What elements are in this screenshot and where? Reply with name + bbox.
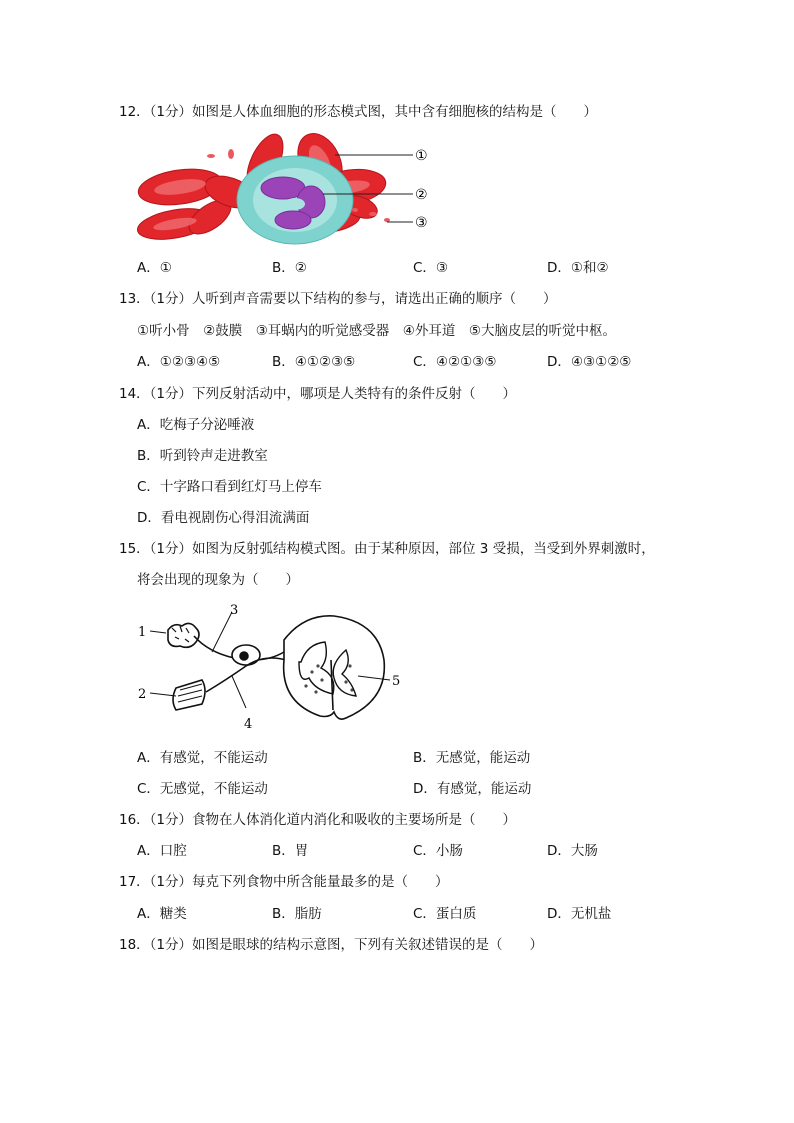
q13-option-a[interactable]: A．①②③④⑤ — [137, 354, 221, 370]
q12-option-d[interactable]: D．①和② — [547, 260, 609, 276]
question-14-stem: 14．（1分）下列反射活动中，哪项是人类特有的条件反射（ ） — [119, 386, 517, 402]
question-18-stem: 18．（1分）如图是眼球的结构示意图，下列有关叙述错误的是（ ） — [119, 937, 544, 953]
q13-option-c[interactable]: C．④②①③⑤ — [413, 354, 497, 370]
q13-option-d[interactable]: D．④③①②⑤ — [547, 354, 632, 370]
q15-option-a[interactable]: A．有感觉，不能运动 — [137, 750, 268, 766]
q12-option-a[interactable]: A．① — [137, 260, 172, 276]
q12-option-b[interactable]: B．② — [272, 260, 307, 276]
q15-option-b[interactable]: B．无感觉，能运动 — [413, 750, 531, 766]
q16-option-d[interactable]: D．大肠 — [547, 843, 598, 859]
question-12-stem: 12．（1分）如图是人体血细胞的形态模式图，其中含有细胞核的结构是（ ） — [119, 104, 598, 120]
q17-option-d[interactable]: D．无机盐 — [547, 906, 612, 922]
reflex-label-5: 5 — [392, 674, 401, 689]
question-16-stem: 16．（1分）食物在人体消化道内消化和吸收的主要场所是（ ） — [119, 812, 517, 828]
question-13-stem: 13．（1分）人听到声音需要以下结构的参与，请选出正确的顺序（ ） — [119, 291, 557, 307]
q13-option-b[interactable]: B．④①②③⑤ — [272, 354, 356, 370]
figure-label-1: ① — [415, 148, 428, 164]
q14-option-d[interactable]: D．看电视剧伤心得泪流满面 — [137, 510, 310, 526]
q14-option-c[interactable]: C．十字路口看到红灯马上停车 — [137, 479, 322, 495]
reflex-label-3: 3 — [230, 603, 239, 618]
reflex-label-1: 1 — [138, 625, 147, 640]
blood-cell-figure — [135, 132, 435, 250]
q12-option-c[interactable]: C．③ — [413, 260, 449, 276]
question-17-stem: 17．（1分）每克下列食物中所含能量最多的是（ ） — [119, 874, 449, 890]
q15-option-d[interactable]: D．有感觉，能运动 — [413, 781, 532, 797]
question-13-items: ①听小骨 ②鼓膜 ③耳蜗内的听觉感受器 ④外耳道 ⑤大脑皮层的听觉中枢。 — [137, 323, 617, 339]
question-15-stem-line1: 15．（1分）如图为反射弧结构模式图。由于某种原因，部位 3 受损，当受到外界刺激时， — [119, 541, 655, 557]
q15-option-c[interactable]: C．无感觉，不能运动 — [137, 781, 268, 797]
q17-option-a[interactable]: A．糖类 — [137, 906, 187, 922]
reflex-arc-figure — [136, 600, 416, 740]
reflex-label-2: 2 — [138, 687, 147, 702]
q16-option-c[interactable]: C．小肠 — [413, 843, 463, 859]
q16-option-b[interactable]: B．胃 — [272, 843, 309, 859]
reflex-label-4: 4 — [244, 717, 253, 732]
q14-option-a[interactable]: A．吃梅子分泌唾液 — [137, 417, 255, 433]
q14-option-b[interactable]: B．听到铃声走进教室 — [137, 448, 268, 464]
figure-label-2: ② — [415, 187, 428, 203]
q17-option-c[interactable]: C．蛋白质 — [413, 906, 477, 922]
q17-option-b[interactable]: B．脂肪 — [272, 906, 322, 922]
question-15-stem-line2: 将会出现的现象为（ ） — [137, 572, 299, 588]
figure-label-3: ③ — [415, 215, 428, 231]
q16-option-a[interactable]: A．口腔 — [137, 843, 187, 859]
